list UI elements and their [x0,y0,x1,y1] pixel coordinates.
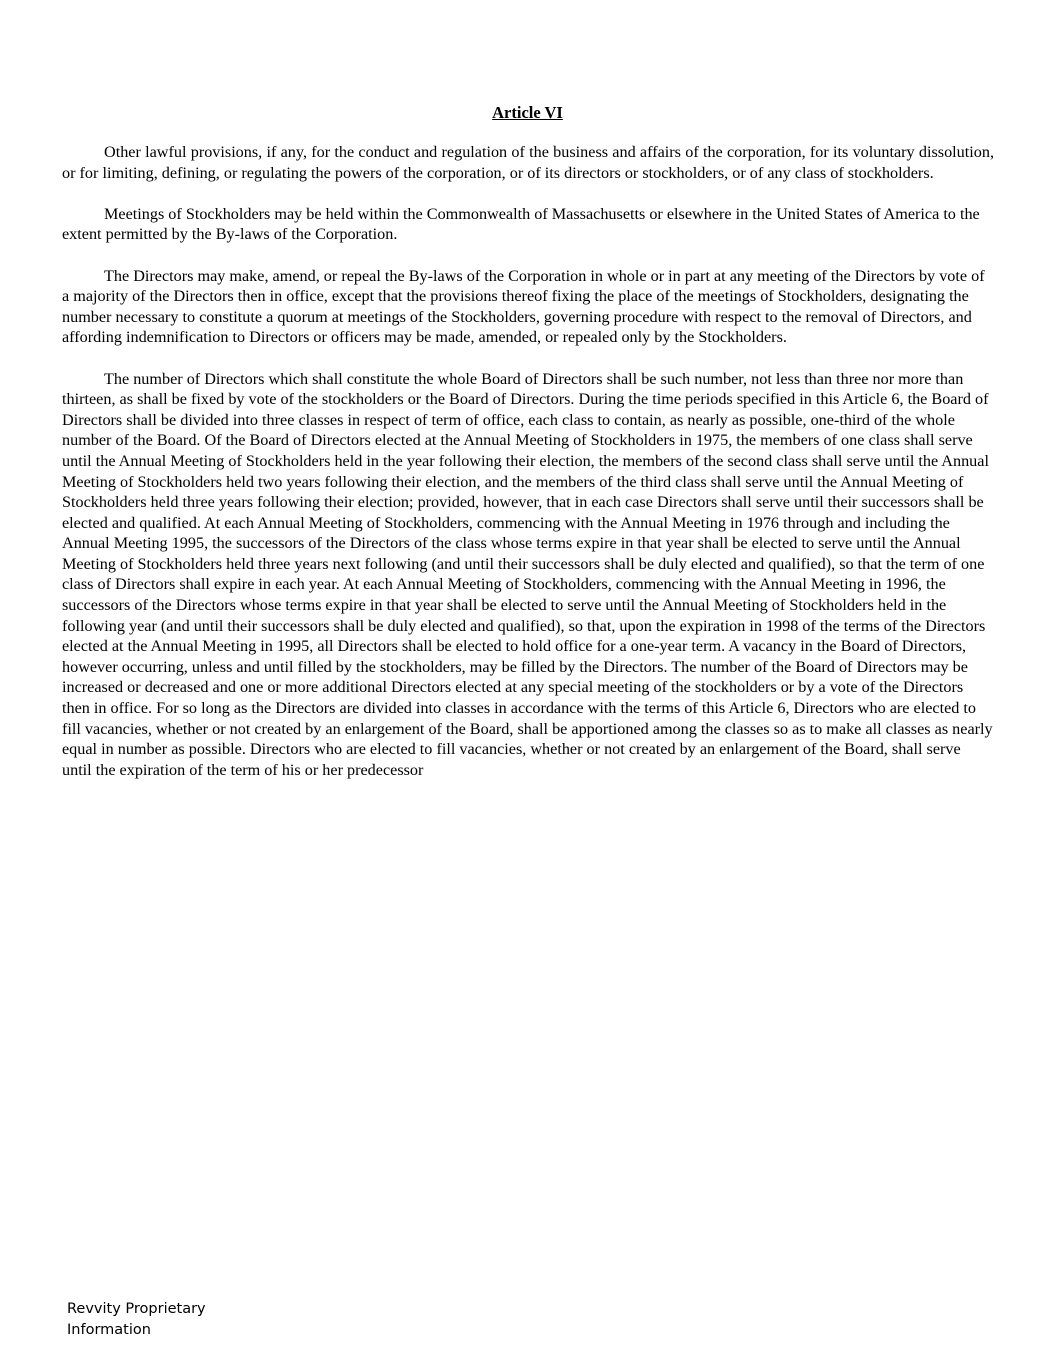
article-heading: Article VI [492,103,563,122]
footer-line-1: Revvity Proprietary [67,1301,206,1317]
article-body [62,142,994,801]
paragraph-stockholder-meetings: Meetings of Stockholders may be held within the Commonwealth of Massachusetts or elsewhere in the United States of America to the extent permitted by the By-laws of the Corporation. [62,204,980,244]
proprietary-footer [67,1299,267,1341]
paragraph-other-provisions: Other lawful provisions, if any, for the conduct and regulation of the business and affairs of the corporation, for its voluntary dissolution, or for limiting, defining, or regulating the powers of the corporation, or of its directors or stockholders, or of any class of stockholders. [62,143,994,182]
paragraph-board-of-directors: The number of Directors which shall constitute the whole Board of Directors shall be such number, not less than three nor more than thirteen, as shall be fixed by vote of the stockholders or the Board of Directors. During the time periods specified in this Article 6, the Board of Directors shall be divided into three classes in respect of term of office, each class to contain, as nearly as possible, one-third of the whole number of the Board. Of the Board of Directors elected at the Annual Meeting of Stockholders in 1975, the members of one class shall serve until the Annual Meeting of Stockholders held in the year following their election, the members of the second class shall serve until the Annual Meeting of Stockholders held two years following their election, and the members of the third class shall serve until the Annual Meeting of Stockholders held three years following their election; provided, however, that in each case Directors shall serve until their successors shall be elected and qualified. At each Annual Meeting of Stockholders, commencing with the Annual Meeting in 1976 through and including the Annual Meeting 1995, the successors of the Directors of the class whose terms expire in that year shall be elected to serve until the Annual Meeting of Stockholders held three years next following (and until their successors shall be duly elected and qualified), so that the term of one class of Directors shall expire in each year. At each Annual Meeting of Stockholders, commencing with the Annual Meeting in 1996, the successors of the Directors whose terms expire in that year shall be elected to serve until the Annual Meeting of Stockholders held in the following year (and until their successors shall be duly elected and qualified), so that, upon the expiration in 1998 of the terms of the Directors elected at the Annual Meeting in 1995, all Directors shall be elected to hold office for a one-year term. A vacancy in the Board of Directors, however occurring, unless and until filled by the stockholders, may be filled by the Directors. The number of the Board of Directors may be increased or decreased and one or more additional Directors elected at any special meeting of the stockholders or by a vote of the Directors then in office. For so long as the Directors are divided into classes in accordance with the terms of this Article 6, Directors who are elected to fill vacancies, whether or not created by an enlargement of the Board, shall be apportioned among the classes so as to make all classes as nearly equal in number as possible. Directors who are elected to fill vacancies, whether or not created by an enlargement of the Board, shall serve until the expiration of the term of his or her predecessor [62,369,993,779]
footer-line-2: Information [67,1322,151,1338]
paragraph-bylaws: The Directors may make, amend, or repeal the By-laws of the Corporation in whole or in part at any meeting of the Directors by vote of a majority of the Directors then in office, except that the provisions thereof fixing the place of the meetings of Stockholders, designating the number necessary to constitute a quorum at meetings of the Stockholders, governing procedure with respect to the removal of Directors, and affording indemnification to Directors or officers may be made, amended, or repealed only by the Stockholders. [62,266,985,347]
